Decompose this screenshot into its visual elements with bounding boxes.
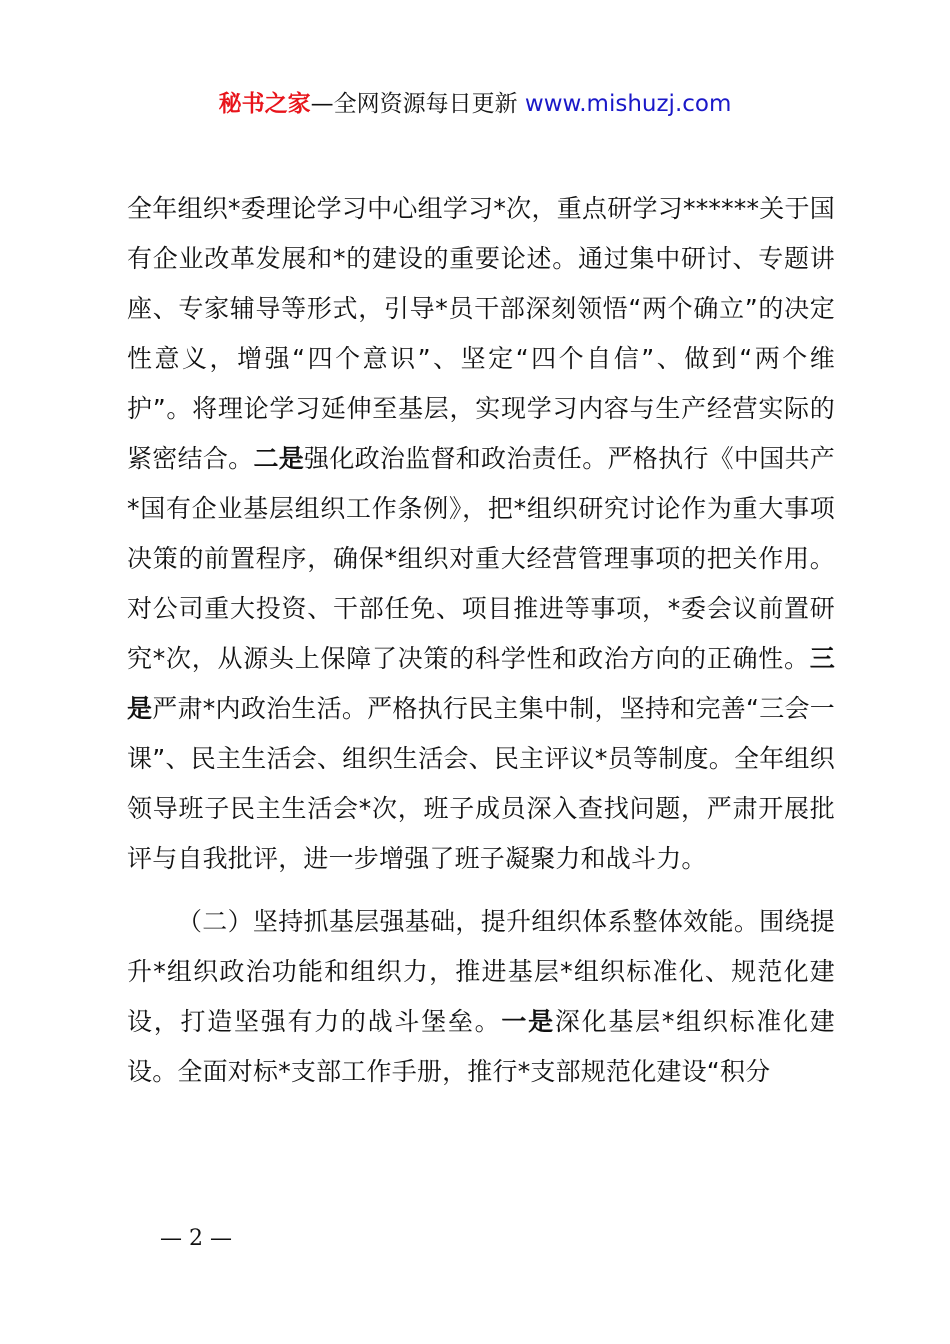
paragraph-1 [127,184,835,884]
paragraph-1-text-3: 严肃*内政治生活。严格执行民主集中制，坚持和完善“三会一课”、民主生活会、组织生活会、民主评议*员等制度。全年组织领导班子民主生活会*次，班子成员深入查找问题，严肃开展批评与自我批评，进一步增强了班子凝聚力和战斗力。 [127,694,835,873]
paragraph-2-text-1: （二）坚持抓基层强基础，提升组织体系整体效能。围绕提升*组织政治功能和组织力，推进基层*组织标准化、规范化建设，打造坚强有力的战斗堡垒。 [127,907,835,1036]
paragraph-1-bold-2: 二是 [253,444,305,473]
site-header [0,88,950,120]
brand-name: 秘书之家 [218,91,311,117]
paragraph-2-text-2: 深化基层*组织标准化建设。全面对标*支部工作手册，推行*支部规范化建设“积分 [127,1007,835,1086]
header-tagline: —全网资源每日更新 [310,91,525,117]
paragraph-2-bold-1: 一是 [501,1007,555,1036]
site-url-link[interactable]: www.mishuzj.com [524,91,732,117]
document-body [127,184,835,1097]
paragraph-1-text-1: 全年组织*委理论学习中心组学习*次，重点研学习******关于国有企业改革发展和*的建设的重要论述。通过集中研讨、专题讲座、专家辅导等形式，引导*员干部深刻领悟“两个确立”的决定性意义，增强“四个意识”、坚定“四个自信”、做到“两个维护”。将理论学习延伸至基层，实现学习内容与生产经营实际的紧密结合。 [127,194,835,473]
paragraph-1-bold-3: 三是 [127,644,835,723]
paragraph-2 [127,897,835,1097]
page-number: — 2 — [160,1226,232,1251]
paragraph-1-text-2: 强化政治监督和政治责任。严格执行《中国共产*国有企业基层组织工作条例》，把*组织研究讨论作为重大事项决策的前置程序，确保*组织对重大经营管理事项的把关作用。对公司重大投资、干部任免、项目推进等事项，*委会议前置研究*次，从源头上保障了决策的科学性和政治方向的正确性。 [127,444,835,673]
